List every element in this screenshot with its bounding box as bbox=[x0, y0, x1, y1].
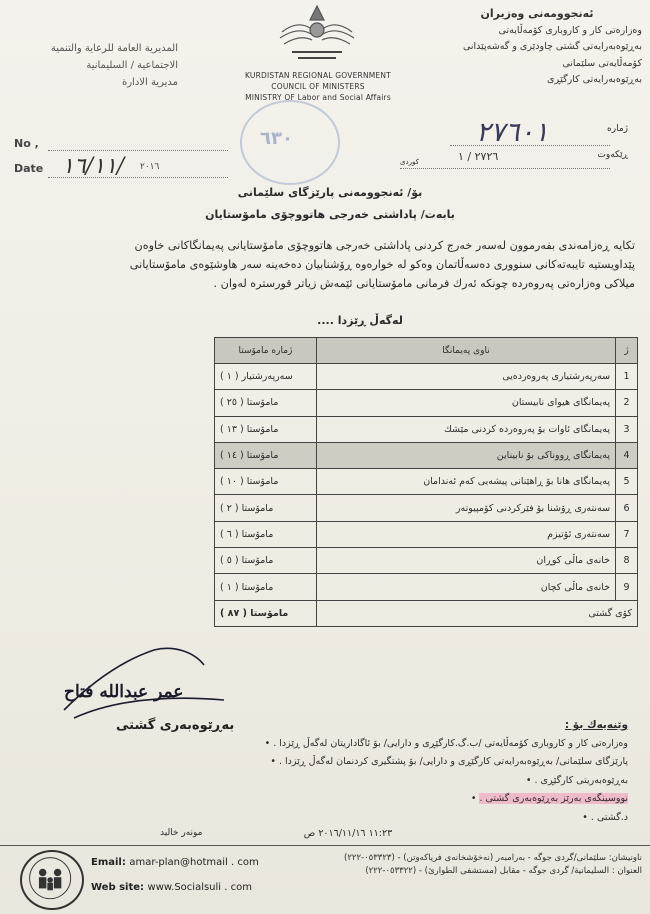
ref-label: ژمارە bbox=[607, 124, 628, 134]
row-name: خانەی ماڵی كچان bbox=[316, 574, 615, 600]
address-line-kurdish: ناونیشان: سلێمانی/گردی جوگە - بەرامبەر (نەخۆشخانەی فریاكەوتن) - (٠٥٣٣٢٣-٢٢٢) bbox=[343, 853, 642, 863]
row-name: پەیمانگای ئاوات بۆ پەروەردە كردنی مێشك bbox=[316, 416, 615, 442]
list-item bbox=[188, 790, 628, 809]
signatory-name: عمر عبدالله فتاح bbox=[64, 682, 184, 702]
letter-body-line: پێداویستیە تایبەتەكانی سنووری دەسەڵاتمان وەكو لە خوارەوە ڕۆشنابیان دەخەینە سەر هاوشێوەی مامۆستایانی bbox=[129, 258, 635, 271]
row-num: 5 bbox=[616, 469, 638, 495]
krg-title-block bbox=[212, 70, 424, 103]
table-header-row bbox=[215, 338, 638, 364]
footer-address bbox=[272, 852, 642, 877]
row-num: 4 bbox=[616, 442, 638, 468]
krg-line: MINISTRY OF Labor and Social Affairs bbox=[245, 93, 391, 102]
header-arabic-block bbox=[8, 40, 178, 91]
list-item: پارێزگای سلێمانی/ بەڕێوەبەرایەتی كارگێڕی و دارایی/ بۆ پشتگیری كردنمان لەگەڵ ڕێزدا . • bbox=[188, 753, 628, 772]
ref-number-handwritten: ٢٧٦٠١ bbox=[476, 117, 549, 148]
row-num: 1 bbox=[616, 364, 638, 390]
table-row bbox=[215, 469, 638, 495]
letter-body bbox=[20, 236, 635, 293]
ref-date-dotted-line bbox=[400, 168, 610, 169]
row-name: سەرپەرشتیاری پەروەردەیی bbox=[316, 364, 615, 390]
list-item: د.گشتی . • bbox=[188, 809, 628, 828]
table-row bbox=[215, 390, 638, 416]
address-line-arabic: العنوان : السليمانية/ گردی جوگە - مقابل (مستشفى الطوارئ) - (٠٥٣٣٢٢-٢٢٢) bbox=[365, 865, 642, 876]
ref-date-label: ڕێكەوت bbox=[597, 150, 628, 160]
row-name: سەنتەری ئۆتیزم bbox=[316, 521, 615, 547]
header-kurdish-line: بەڕێوەبەرایەتی كارگێڕی bbox=[547, 74, 642, 85]
row-num: 9 bbox=[616, 574, 638, 600]
krg-emblem-icon bbox=[262, 2, 372, 62]
letter-recipient: بۆ/ ئەنجوومەنی پارێزگای سلێمانی bbox=[237, 186, 423, 199]
letter-body-line: میلاكی وەزارەتی پەروەردە چونكە ئەرك فرمانی مامۆستایانی ئێمەش زیاتر قورسترە لەوان . bbox=[213, 277, 635, 290]
email-label: Email: bbox=[91, 857, 126, 868]
letter-closing: لەگەڵ ڕێزدا .... bbox=[317, 314, 403, 327]
ref-dotted-line bbox=[450, 145, 610, 146]
table-total-row bbox=[215, 600, 638, 626]
row-name: پەیمانگای ڕووناكی بۆ نابیناین bbox=[316, 442, 615, 468]
row-name: خانەی ماڵی كوڕان bbox=[316, 548, 615, 574]
krg-line: COUNCIL OF MINISTERS bbox=[271, 82, 365, 91]
signatory-title: بەڕێوەبەری گشتی bbox=[116, 718, 235, 733]
ref-date-value: ٢٧٢٦ / ١ bbox=[458, 150, 499, 163]
copies-section bbox=[188, 716, 628, 828]
row-count: ( ٥ ) مامۆستا bbox=[215, 548, 317, 574]
table-row bbox=[215, 364, 638, 390]
row-count: ( ٢٥ ) مامۆستا bbox=[215, 390, 317, 416]
row-count: ( ١ ) سەرپەرشتیار bbox=[215, 364, 317, 390]
ministry-logo-icon bbox=[20, 850, 84, 910]
row-num: 6 bbox=[616, 495, 638, 521]
web-label: Web site: bbox=[91, 882, 145, 893]
table-row bbox=[215, 548, 638, 574]
table-row bbox=[215, 574, 638, 600]
kurdi-label: كوردی bbox=[400, 158, 419, 166]
copies-heading: وێنەیەك بۆ : bbox=[564, 719, 628, 731]
header-arabic-line: مديرية الادارة bbox=[121, 77, 178, 88]
header-kurdish-line: وەزارەتی كار و كاروباری كۆمەڵایەتی bbox=[498, 24, 642, 36]
row-name: پەیمانگای هیوای نابیستان bbox=[316, 390, 615, 416]
krg-line: KURDISTAN REGIONAL GOVERNMENT bbox=[245, 71, 391, 80]
no-dotted-line bbox=[48, 150, 228, 151]
row-name: پەیمانگای هانا بۆ ڕاهێنانی پیشەیی كەم ئەندامان bbox=[316, 469, 615, 495]
col-header-count: ژمارە مامۆستا bbox=[215, 338, 317, 364]
copies-list bbox=[188, 735, 628, 828]
col-header-name: ناوی پەیمانگا bbox=[316, 338, 615, 364]
row-count: ( ٢ ) مامۆستا bbox=[215, 495, 317, 521]
total-count: ( ٨٧ ) مامۆستا bbox=[215, 600, 317, 626]
footer-website bbox=[91, 882, 252, 893]
header-kurdish-line: كۆمەڵایەتی سلێمانی bbox=[562, 57, 642, 69]
print-timestamp: ١١:٢٣ ٢٠١٦/١١/١٦ ص bbox=[303, 828, 393, 839]
row-num: 8 bbox=[616, 548, 638, 574]
footer-email bbox=[91, 857, 259, 868]
date-label: Date bbox=[14, 162, 44, 175]
letter-subject: بابەت/ پاداشتی خەرجی هاتووچۆی مامۆستایان bbox=[205, 208, 455, 221]
total-label: كۆی گشتی bbox=[316, 600, 637, 626]
row-num: 2 bbox=[616, 390, 638, 416]
faded-stamp-mark: ٦٣٠ bbox=[260, 128, 293, 149]
date-handwritten: ١٦/١١/ bbox=[62, 154, 125, 179]
header-arabic-line: المديرية العامة للرعاية والتنمية bbox=[50, 43, 178, 54]
row-count: ( ١٤ ) مامۆستا bbox=[215, 442, 317, 468]
letter-body-line: تكایە ڕەزامەندی بفەرموون لەسەر خەرج كردنی پاداشتی خەرجی هاتووچۆی مامۆستایانی پەیمانگاكانی خاوەن bbox=[134, 239, 635, 252]
col-header-num: ژ bbox=[616, 338, 638, 364]
email-link[interactable]: amar-plan@hotmail . com bbox=[129, 857, 259, 868]
no-label: No , bbox=[14, 137, 39, 150]
row-count: ( ٦ ) مامۆستا bbox=[215, 521, 317, 547]
date-year: ٢٠١٦ bbox=[140, 162, 160, 172]
header-kurdish-line: ئەنجوومەنی وەزیران bbox=[480, 7, 594, 20]
highlighted-item: نووسینگەی بەرێز بەڕێوەبەری گشتی . bbox=[479, 793, 628, 805]
typist-name: مونەر خالید bbox=[160, 828, 203, 838]
list-item: بەڕێوەبەریتی كارگێڕی . • bbox=[188, 772, 628, 791]
row-count: ( ١ ) مامۆستا bbox=[215, 574, 317, 600]
table-row bbox=[215, 495, 638, 521]
row-num: 7 bbox=[616, 521, 638, 547]
list-item: وەزارەتی كار و كاروباری كۆمەڵایەتی /ب.گ.كارگێڕی و دارایی/ بۆ ئاگاداریتان لەگەڵ ڕێزدا . • bbox=[188, 735, 628, 754]
table-row bbox=[215, 521, 638, 547]
table-row bbox=[215, 416, 638, 442]
institutes-table bbox=[214, 337, 638, 627]
header-kurdish-block bbox=[432, 6, 642, 89]
date-dotted-line bbox=[48, 177, 228, 178]
row-count: ( ١٠ ) مامۆستا bbox=[215, 469, 317, 495]
header-arabic-line: الاجتماعية / السليمانية bbox=[86, 60, 178, 71]
row-count: ( ١٣ ) مامۆستا bbox=[215, 416, 317, 442]
row-num: 3 bbox=[616, 416, 638, 442]
row-name: سەنتەری ڕۆشنا بۆ فێركردنی كۆمپیوتەر bbox=[316, 495, 615, 521]
web-link[interactable]: www.Socialsuli . com bbox=[147, 882, 252, 893]
header-kurdish-line: بەڕێوەبەرایەتی گشتی چاودێری و گەشەپێدانی bbox=[462, 41, 642, 52]
table-row bbox=[215, 442, 638, 468]
